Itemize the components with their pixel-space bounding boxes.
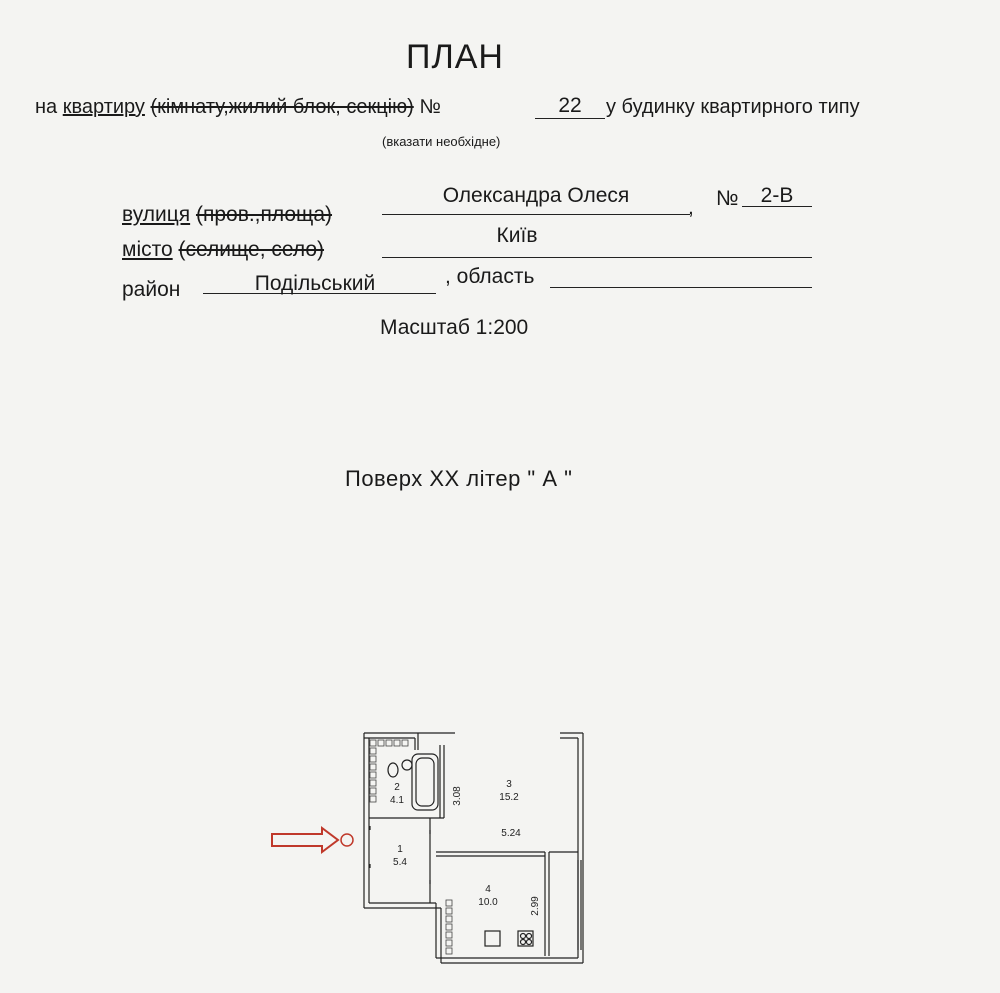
room-2-area: 4.1 [390, 795, 404, 806]
room-2-number: 2 [394, 782, 400, 793]
district-label: район [122, 278, 181, 301]
city-value: Київ [496, 224, 538, 247]
room-4-area: 10.0 [478, 897, 498, 908]
house-number-label: № [716, 187, 739, 210]
entrance-arrow-icon [272, 828, 353, 852]
street-label: вулиця [122, 203, 191, 226]
prefix-text: на [35, 96, 58, 118]
apartment-number: 22 [535, 94, 605, 119]
dimension-5-24: 5.24 [501, 828, 521, 839]
document-title: ПЛАН [406, 38, 504, 76]
options-struck: (кімнату,жилий блок, секцію) [150, 96, 414, 118]
street-value: Олександра Олеся [442, 184, 630, 207]
room-1-number: 1 [397, 844, 403, 855]
hint-text: (вказати необхідне) [382, 134, 501, 149]
street-struck: (пров.,площа) [195, 203, 333, 226]
room-1-area: 5.4 [393, 857, 407, 868]
house-number: 2-В [760, 184, 794, 207]
building-type: у будинку квартирного типу [606, 96, 860, 118]
room-4-number: 4 [485, 884, 491, 895]
region-label: , область [445, 265, 535, 288]
comma: , [688, 196, 694, 219]
floor-label: Поверх XX літер " А " [345, 466, 573, 491]
room-3-number: 3 [506, 779, 512, 790]
room-3-area: 15.2 [499, 792, 519, 803]
scale-text: Масштаб 1:200 [380, 316, 529, 339]
city-struck: (селище, село) [178, 238, 325, 261]
dimension-3-08: 3.08 [452, 786, 463, 806]
district-value: Подільський [254, 272, 376, 295]
option-selected: квартиру [62, 96, 145, 118]
number-label: № [419, 96, 441, 118]
dimension-2-99: 2.99 [530, 896, 541, 916]
city-label: місто [122, 238, 173, 261]
